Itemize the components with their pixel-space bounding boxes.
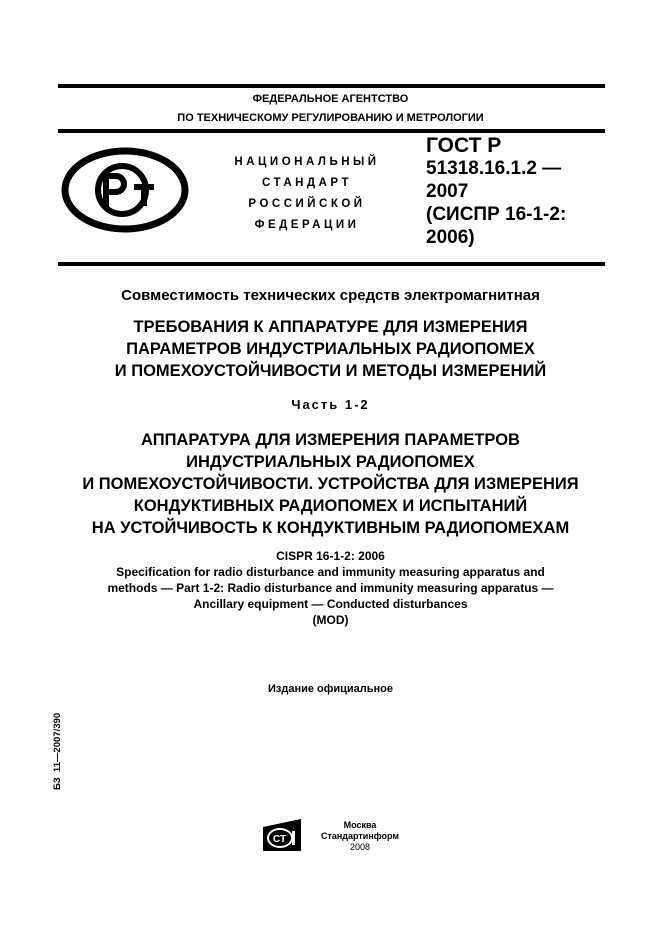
english-line: Specification for radio disturbance and immunity measuring apparatus and [116,565,545,579]
designation-line: 2007 [426,181,469,202]
designation-line: ГОСТ Р [426,134,502,157]
publisher-year: 2008 [349,842,371,852]
english-line: methods — Part 1-2: Radio disturbance and immunity measuring apparatus — [107,581,554,595]
title-line: НА УСТОЙЧИВОСТЬ К КОНДУКТИВНЫМ РАДИОПОМЕХАМ [91,519,570,537]
title-line: И ПОМЕХОУСТОЙЧИВОСТИ. УСТРОЙСТВА ДЛЯ ИЗМЕРЕНИЯ [82,475,579,493]
title-rule [58,262,605,266]
top-rule [58,84,605,88]
designation-line: 2006) [426,227,475,248]
national-standard-label [222,152,392,236]
designation-line: 51318.16.1.2 — [426,158,562,179]
title-line: И ПОМЕХОУСТОЙЧИВОСТИ И МЕТОДЫ ИЗМЕРЕНИЙ [114,362,547,380]
publisher [310,820,410,853]
rst-logo-icon [60,146,190,234]
publisher-city: Москва [343,820,377,830]
designation-line: (СИСПР 16-1-2: [426,204,567,225]
standard-designation [426,134,566,249]
title-line: КОНДУКТИВНЫХ РАДИОПОМЕХ И ИСПЫТАНИЙ [133,497,528,515]
label-line: РОССИЙСКОЙ [248,198,366,210]
official-edition: Издание официальное [267,683,394,695]
agency-line: ПО ТЕХНИЧЕСКОМУ РЕГУЛИРОВАНИЮ И МЕТРОЛОГИИ [177,112,484,124]
english-line: Ancillary equipment — Conducted disturbances [193,597,468,611]
title-line: ИНДУСТРИАЛЬНЫХ РАДИОПОМЕХ [186,453,475,471]
label-line: СТАНДАРТ [262,177,352,189]
label-line: НАЦИОНАЛЬНЫЙ [234,156,380,168]
agency-line: ФЕДЕРАЛЬНОЕ АГЕНТСТВО [252,93,409,105]
part-title [0,429,661,539]
label-line: ФЕДЕРАЦИИ [254,219,360,231]
english-line: CISPR 16-1-2: 2006 [276,549,385,563]
english-line: (MOD) [312,613,349,627]
english-title [0,548,661,628]
title-line: АППАРАТУРА ДЛЯ ИЗМЕРЕНИЯ ПАРАМЕТРОВ [141,431,520,449]
side-code: БЗ 11—2007/390 [52,712,63,790]
title-line: ПАРАМЕТРОВ ИНДУСТРИАЛЬНЫХ РАДИОПОМЕХ [126,340,535,358]
header-rule [58,129,605,133]
standartinform-logo-icon [263,819,301,851]
publisher-name: Стандартинформ [320,831,400,841]
svg-text:СТ: СТ [273,834,287,845]
title-line: ТРЕБОВАНИЯ К АППАРАТУРЕ ДЛЯ ИЗМЕРЕНИЯ [133,318,528,336]
part-label: Часть 1-2 [291,397,370,412]
agency-name [0,90,661,128]
main-title [0,316,661,382]
general-title: Совместимость технических средств электромагнитная [121,287,540,304]
